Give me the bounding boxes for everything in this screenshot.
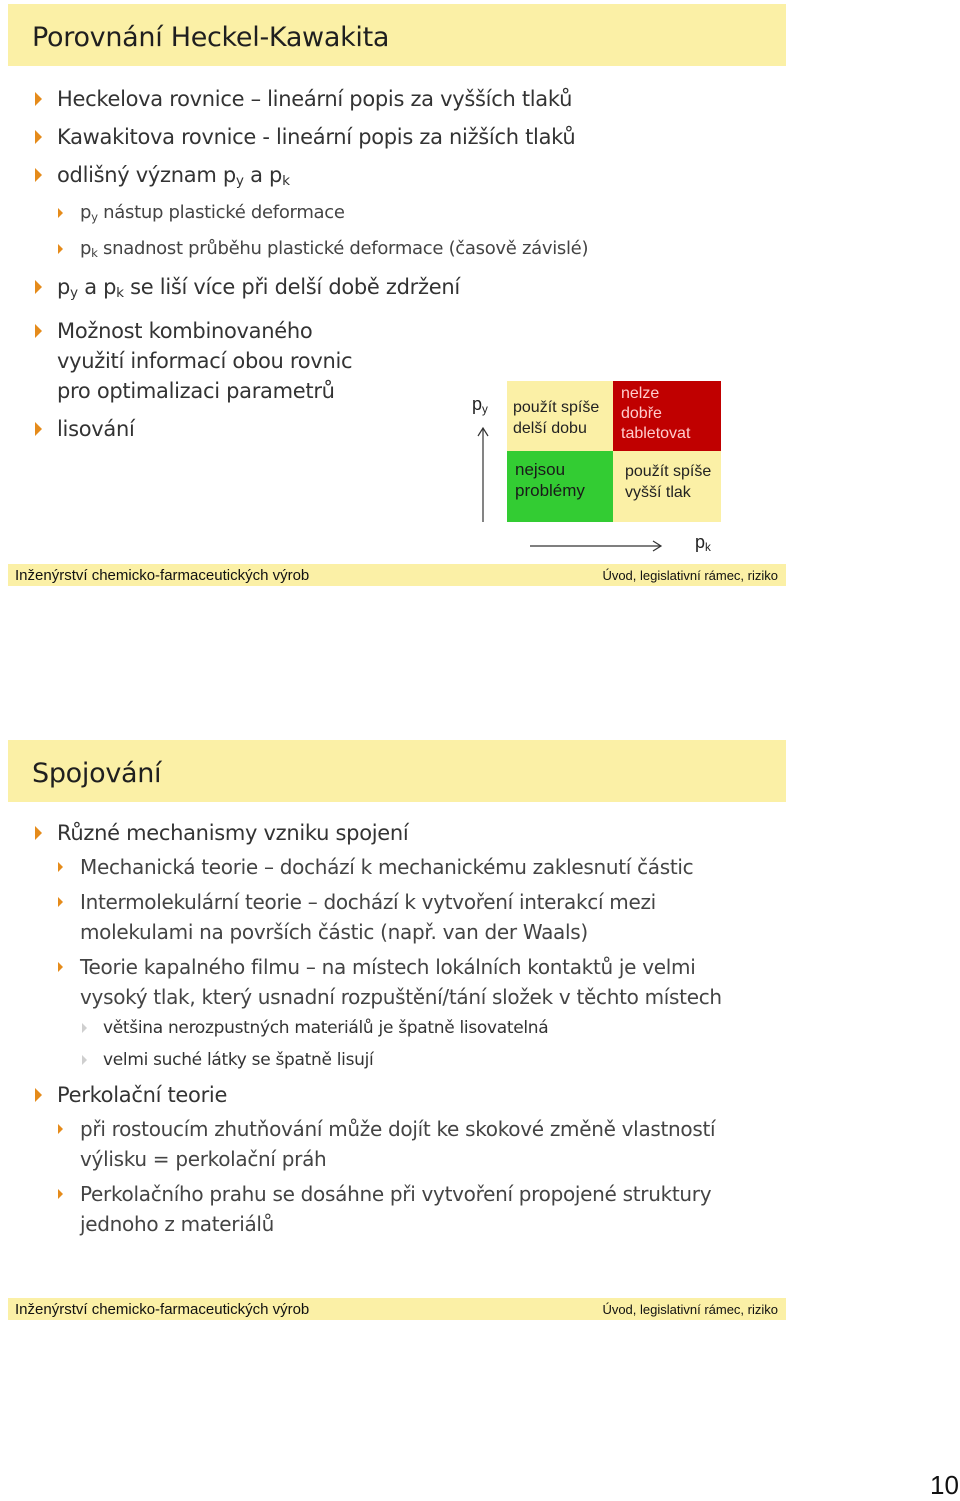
slide-title: Porovnání Heckel-Kawakita (32, 22, 390, 53)
page-number: 10 (930, 1470, 959, 1500)
bullet: $p_y$ a $p_k$ se liší více při delší době zdržení (32, 272, 772, 308)
footer-course-name: Inženýrství chemicko-farmaceutických výrob (15, 1301, 310, 1318)
slide-2 (8, 740, 786, 1324)
y-axis-label: $p_y$ (472, 394, 488, 416)
bullet-triangle-icon (58, 962, 63, 972)
bullet: Různé mechanismy vzniku spojení (32, 818, 772, 848)
slide-footer (8, 564, 786, 586)
slide-1 (8, 4, 786, 588)
cell-bottom-left: nejsou problémy (507, 451, 613, 522)
cell-bottom-right: použít spíše vyšší tlak (613, 451, 721, 522)
footer-course-name: Inženýrství chemicko-farmaceutických výrob (15, 567, 310, 584)
bullet-triangle-icon (82, 1055, 87, 1065)
footer-section-name: Úvod, legislativní rámec, riziko (602, 568, 778, 583)
bullet-triangle-icon (58, 862, 63, 872)
bullet-triangle-icon (82, 1023, 87, 1033)
bullet-list (32, 818, 772, 1239)
slide-footer (8, 1298, 786, 1320)
sub-bullet: Perkolačního prahu se dosáhne při vytvoření propojené struktury jednoho z materiálů (32, 1179, 772, 1239)
sub-sub-bullet: velmi suché látky se špatně lisují (32, 1044, 772, 1076)
x-axis-label: $p_k$ (695, 532, 711, 554)
bullet: lisování (32, 414, 772, 444)
sub-sub-bullet: většina nerozpustných materiálů je špatně lisovatelná (32, 1012, 772, 1044)
bullet: Kawakitova rovnice - lineární popis za nižších tlaků (32, 122, 772, 152)
bullet-triangle-icon (58, 897, 63, 907)
bullet-triangle-icon (35, 826, 42, 840)
bullet-triangle-icon (58, 1189, 63, 1199)
bullet: Perkolační teorie (32, 1080, 772, 1110)
bullet: Možnost kombinovaného využití informací obou rovnic pro optimalizaci parametrů (32, 316, 772, 406)
slide-title: Spojování (32, 758, 162, 789)
sub-bullet: $p_y$ nástup plastické deformace (32, 198, 772, 232)
cell-top-right: nelze dobře tabletovat (613, 381, 721, 451)
bullet: Heckelova rovnice – lineární popis za vyšších tlaků (32, 84, 772, 114)
sub-bullet: při rostoucím zhutňování může dojít ke skokové změně vlastností výlisku = perkolační práh (32, 1114, 772, 1174)
sub-bullet: $p_k$ snadnost průběhu plastické deformace (časově závislé) (32, 234, 772, 268)
cell-top-left: použít spíše delší dobu (507, 381, 613, 451)
bullet-triangle-icon (35, 1088, 42, 1102)
sub-bullet: Mechanická teorie – dochází k mechanickému zaklesnutí částic (32, 852, 772, 882)
bullet-triangle-icon (58, 1124, 63, 1134)
bullet: odlišný význam $p_y$ a $p_k$ (32, 160, 772, 196)
pk-py-diagram (8, 4, 786, 564)
slide-title-bar (8, 740, 786, 802)
sub-bullet: Intermolekulární teorie – dochází k vytvoření interakcí mezi molekulami na površích částic (např. van der Waals) (32, 887, 772, 947)
footer-section-name: Úvod, legislativní rámec, riziko (602, 1302, 778, 1317)
sub-bullet: Teorie kapalného filmu – na místech lokálních kontaktů je velmi vysoký tlak, který usnadní rozpuštění/tání složek v těchto místech (32, 952, 772, 1012)
